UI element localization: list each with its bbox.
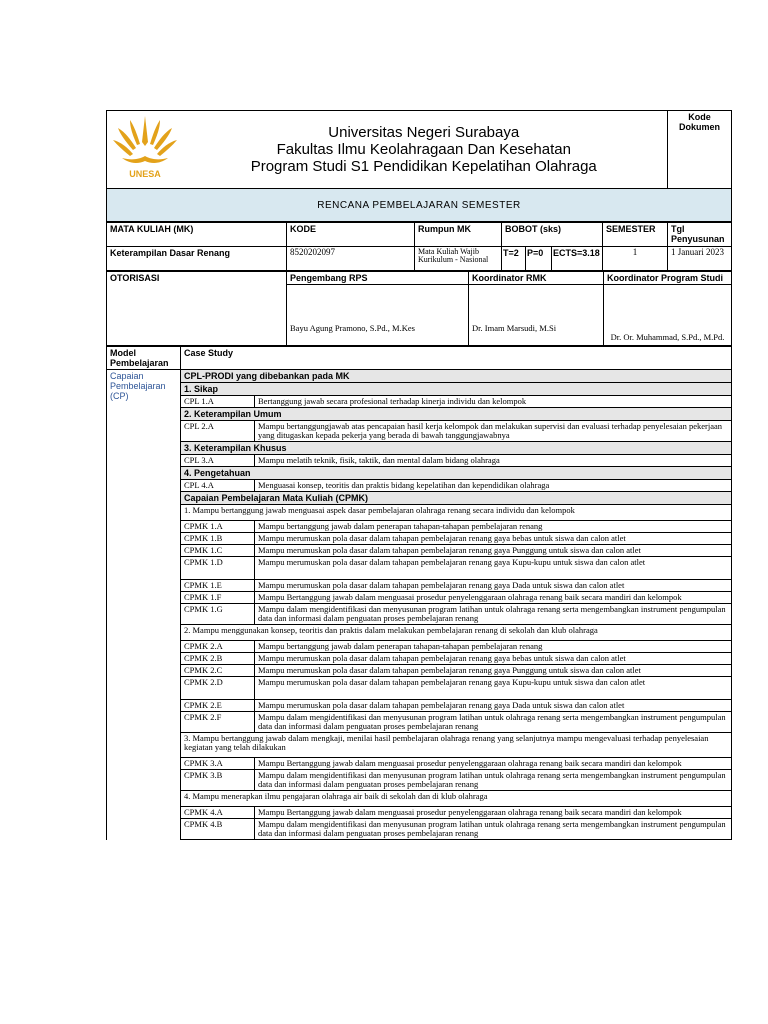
- cpmk-row: [107, 533, 732, 545]
- cpmk-code: CPMK 1.G: [181, 604, 255, 625]
- cpmk-code: CPMK 2.E: [181, 700, 255, 712]
- cpmk-code: CPMK 1.A: [181, 521, 255, 533]
- cpmk-row: [107, 770, 732, 791]
- cpmk-code: CPMK 3.A: [181, 758, 255, 770]
- cpmk-row: [107, 677, 732, 700]
- cpmk-text: Mampu dalam mengidentifikasi dan menyusunan program latihan untuk olahraga renang serta mengembangkan instrument pengumpulan data dan informasi dalam penguatan proses pembelajaran renang: [255, 712, 732, 733]
- cpmk-row: [107, 819, 732, 840]
- course-semester: 1: [603, 247, 668, 271]
- logo-cell: [107, 111, 181, 189]
- cpl-section-title: 3. Keterampilan Khusus: [181, 442, 732, 455]
- cpl-section-title: 1. Sikap: [181, 383, 732, 396]
- cpmk-code: CPMK 2.A: [181, 641, 255, 653]
- cpmk-text: Mampu Bertanggung jawab dalam menguasai prosedur penyelenggaraan olahraga renang baik secara mandiri dan kelompok: [255, 807, 732, 819]
- course-ects: ECTS=3.18: [552, 247, 603, 271]
- cp-table: [106, 346, 732, 840]
- cpl-code: CPL 3.A: [181, 455, 255, 467]
- dev-name: Bayu Agung Pramono, S.Pd., M.Kes: [287, 285, 469, 346]
- cpmk-code: CPMK 1.E: [181, 580, 255, 592]
- cpmk-row: [107, 592, 732, 604]
- cpmk-title: Capaian Pembelajaran Mata Kuliah (CPMK): [181, 492, 732, 505]
- cpmk-text: Mampu dalam mengidentifikasi dan menyusunan program latihan untuk olahraga renang serta mengembangkan instrument pengumpulan data dan informasi dalam penguatan proses pembelajaran renang: [255, 770, 732, 791]
- cpmk-text: Mampu bertanggung jawab dalam penerapan tahapan-tahapan pembelajaran renang: [255, 521, 732, 533]
- unesa-logo-icon: [110, 112, 180, 182]
- col-mk: MATA KULIAH (MK): [107, 223, 287, 247]
- dev-label: Pengembang RPS: [287, 272, 469, 285]
- cpmk-group-desc: 1. Mampu bertanggung jawab menguasai aspek dasar pembelajaran olahraga renang secara individu dan kelompok: [181, 505, 732, 521]
- cpmk-text: Mampu merumuskan pola dasar dalam tahapan pembelajaran renang gaya Kupu-kupu untuk siswa dan calon atlet: [255, 557, 732, 580]
- cpl-row: [107, 480, 732, 492]
- cpmk-row: [107, 641, 732, 653]
- course-rumpun: Mata Kuliah Wajib Kurikulum - Nasional: [415, 247, 502, 271]
- cpmk-row: [107, 665, 732, 677]
- cpmk-text: Mampu dalam mengidentifikasi dan menyusunan program latihan untuk olahraga renang serta mengembangkan instrument pengumpulan data dan informasi dalam penguatan proses pembelajaran renang: [255, 604, 732, 625]
- cpmk-group-desc: 2. Mampu menggunakan konsep, teoritis dan praktis dalam melakukan pembelajaran renang di sekolah dan klub olahraga: [181, 625, 732, 641]
- cpmk-text: Mampu merumuskan pola dasar dalam tahapan pembelajaran renang gaya Punggung untuk siswa dan calon atlet: [255, 545, 732, 557]
- cpl-section-title: 2. Keterampilan Umum: [181, 408, 732, 421]
- cpmk-row: [107, 712, 732, 733]
- col-tgl: Tgl Penyusunan: [668, 223, 732, 247]
- cpmk-text: Mampu Bertanggung jawab dalam menguasai prosedur penyelenggaraan olahraga renang baik secara mandiri dan kelompok: [255, 592, 732, 604]
- cpl-text: Mampu bertanggungjawab atas pencapaian hasil kerja kelompok dan melakukan supervisi dan evaluasi terhadap penyelesaian pekerjaan yang ditugaskan kepada pekerja yang berada di bawah tanggungjawabnya: [255, 421, 732, 442]
- cpmk-row: [107, 653, 732, 665]
- cpmk-code: CPMK 4.B: [181, 819, 255, 840]
- cpmk-text: Mampu merumuskan pola dasar dalam tahapan pembelajaran renang gaya Kupu-kupu untuk siswa dan calon atlet: [255, 677, 732, 700]
- cpmk-text: Mampu bertanggung jawab dalam penerapan tahapan-tahapan pembelajaran renang: [255, 641, 732, 653]
- cpmk-code: CPMK 1.D: [181, 557, 255, 580]
- cpmk-row: [107, 604, 732, 625]
- cpmk-text: Mampu merumuskan pola dasar dalam tahapan pembelajaran renang gaya bebas untuk siswa dan calon atlet: [255, 533, 732, 545]
- cpmk-code: CPMK 2.D: [181, 677, 255, 700]
- cpmk-group-desc: 3. Mampu bertanggung jawab dalam mengkaji, menilai hasil pembelajaran olahraga renang yang selanjutnya mampu mengevaluasi terhadap penyelesaian kegiatan yang telah dilakukan: [181, 733, 732, 758]
- rmk-label: Koordinator RMK: [469, 272, 604, 285]
- cpmk-group-desc: 4. Mampu menerapkan ilmu pengajaran olahraga air baik di sekolah dan di klub olahraga: [181, 791, 732, 807]
- university-name: Universitas Negeri Surabaya: [328, 124, 520, 141]
- cpmk-row: [107, 545, 732, 557]
- cpmk-code: CPMK 4.A: [181, 807, 255, 819]
- document-title: RENCANA PEMBELAJARAN SEMESTER: [107, 189, 732, 222]
- cpl-section-title: 4. Pengetahuan: [181, 467, 732, 480]
- col-bobot: BOBOT (sks): [502, 223, 603, 247]
- cpl-text: Bertanggung jawab secara profesional terhadap kinerja individu dan kelompok: [255, 396, 732, 408]
- prodi-label: Koordinator Program Studi: [604, 272, 732, 285]
- cpl-text: Mampu melatih teknik, fisik, taktik, dan mental dalam bidang olahraga: [255, 455, 732, 467]
- course-date: 1 Januari 2023: [668, 247, 732, 271]
- cpmk-code: CPMK 2.C: [181, 665, 255, 677]
- cpmk-text: Mampu merumuskan pola dasar dalam tahapan pembelajaran renang gaya Dada untuk siswa dan calon atlet: [255, 580, 732, 592]
- program-name: Program Studi S1 Pendidikan Kepelatihan Olahraga: [250, 158, 597, 175]
- institution-cell: [181, 111, 668, 189]
- cpl-row: [107, 421, 732, 442]
- course-code: 8520202097: [287, 247, 415, 271]
- otorisasi-label: OTORISASI: [107, 272, 287, 346]
- cpmk-text: Mampu merumuskan pola dasar dalam tahapan pembelajaran renang gaya bebas untuk siswa dan calon atlet: [255, 653, 732, 665]
- doc-code-label: Kode Dokumen: [668, 111, 732, 189]
- cpmk-row: [107, 807, 732, 819]
- rps-document: [106, 110, 731, 840]
- faculty-name: Fakultas Ilmu Keolahragaan Dan Kesehatan: [276, 141, 571, 158]
- cpl-code: CPL 4.A: [181, 480, 255, 492]
- cpl-code: CPL 1.A: [181, 396, 255, 408]
- course-table: [106, 222, 732, 271]
- cpmk-code: CPMK 2.B: [181, 653, 255, 665]
- authorization-table: [106, 271, 732, 346]
- prodi-name: Dr. Or. Muhammad, S.Pd., M.Pd.: [604, 285, 732, 346]
- cpl-code: CPL 2.A: [181, 421, 255, 442]
- cpmk-code: CPMK 2.F: [181, 712, 255, 733]
- model-value: Case Study: [181, 347, 732, 370]
- cpmk-row: [107, 557, 732, 580]
- cpl-row: [107, 396, 732, 408]
- cpmk-code: CPMK 1.C: [181, 545, 255, 557]
- course-p: P=0: [526, 247, 552, 271]
- header-table: [106, 110, 732, 222]
- col-semester: SEMESTER: [603, 223, 668, 247]
- col-rumpun: Rumpun MK: [415, 223, 502, 247]
- cpl-row: [107, 455, 732, 467]
- col-kode: KODE: [287, 223, 415, 247]
- cpmk-row: [107, 580, 732, 592]
- cpmk-row: [107, 521, 732, 533]
- cpmk-text: Mampu Bertanggung jawab dalam menguasai prosedur penyelenggaraan olahraga renang baik secara mandiri dan kelompok: [255, 758, 732, 770]
- cp-label: Capaian Pembelajaran (CP): [107, 370, 181, 840]
- cpmk-row: [107, 758, 732, 770]
- cpmk-code: CPMK 1.F: [181, 592, 255, 604]
- cpmk-text: Mampu dalam mengidentifikasi dan menyusunan program latihan untuk olahraga renang serta mengembangkan instrument pengumpulan data dan informasi dalam penguatan proses pembelajaran renang: [255, 819, 732, 840]
- cpmk-text: Mampu merumuskan pola dasar dalam tahapan pembelajaran renang gaya Punggung untuk siswa dan calon atlet: [255, 665, 732, 677]
- logo-text: UNESA: [129, 169, 161, 179]
- course-t: T=2: [502, 247, 526, 271]
- cpmk-row: [107, 700, 732, 712]
- cpl-title: CPL-PRODI yang dibebankan pada MK: [181, 370, 732, 383]
- cpmk-code: CPMK 1.B: [181, 533, 255, 545]
- model-label: Model Pembelajaran: [107, 347, 181, 370]
- rmk-name: Dr. Imam Marsudi, M.Si: [469, 285, 604, 346]
- course-name: Keterampilan Dasar Renang: [107, 247, 287, 271]
- cpl-text: Menguasai konsep, teoritis dan praktis bidang kepelatihan dan kependidikan olahraga: [255, 480, 732, 492]
- cpmk-code: CPMK 3.B: [181, 770, 255, 791]
- cpmk-text: Mampu merumuskan pola dasar dalam tahapan pembelajaran renang gaya Dada untuk siswa dan calon atlet: [255, 700, 732, 712]
